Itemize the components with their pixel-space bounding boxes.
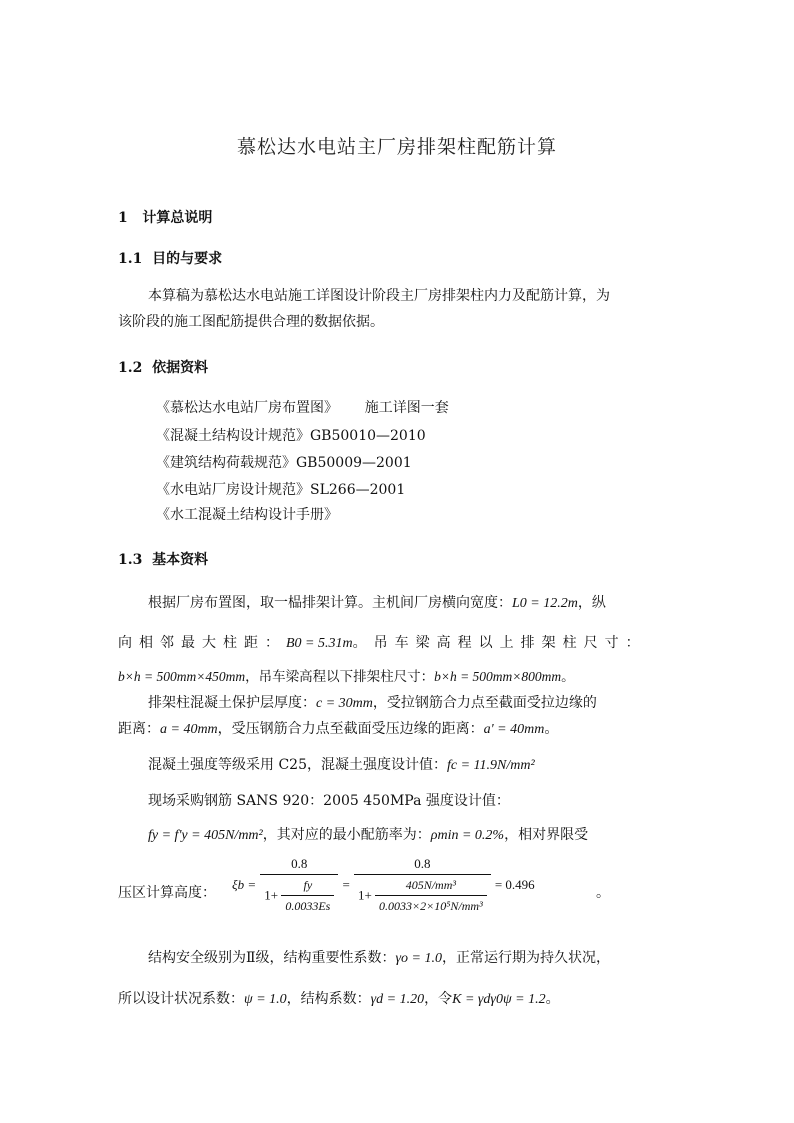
section-title: 目的与要求 (152, 251, 223, 267)
reference-item: 《混凝土结构设计规范》GB50010—2010 (156, 428, 426, 444)
section-number: 1.2 (118, 360, 143, 376)
formula-gamma-d: γd = 1.20 (370, 992, 425, 1007)
formula-rho-min: ρmin = 0.2% (430, 828, 505, 843)
formula-cover: c = 30mm (316, 696, 373, 711)
basic-data-line-9-label: 压区计算高度： (118, 885, 216, 901)
section-1-2-heading (118, 357, 208, 377)
purpose-line-1: 本算稿为慕松达水电站施工详图设计阶段主厂房排架柱内力及配筋计算，为 (148, 288, 610, 304)
section-number: 1.3 (118, 552, 143, 568)
basic-data-line-4: 排架柱混凝土保护层厚度：c = 30mm，受拉钢筋合力点至截面受拉边缘的 (148, 695, 597, 711)
basic-data-line-9-end: 。 (596, 885, 610, 901)
basic-data-line-1: 根据厂房布置图，取一榀排架计算。主机间厂房横向宽度：L0 = 12.2m，纵 (148, 595, 606, 611)
section-title: 计算总说明 (142, 210, 213, 226)
purpose-line-2: 该阶段的施工图配筋提供合理的数据依据。 (118, 314, 384, 330)
basic-data-line-7: 现场采购钢筋 SANS 920：2005 450MPa 强度设计值： (148, 793, 510, 809)
formula-psi: ψ = 1.0 (244, 992, 287, 1007)
formula-l0: L0 = 12.2m (512, 596, 578, 611)
formula-fc: fc = 11.9N/mm² (446, 758, 535, 773)
formula-xi-b: ξb = 0.8 1+ $\frac{fy}{0.0033Es}$ = 0.8 1+ $\frac{\text{405N/mm³}}{\text{0.0033×2×10⁵N/mm³}}$ = 0.496 (232, 856, 535, 913)
reference-item: 《水电站厂房设计规范》SL266—2001 (156, 482, 406, 498)
section-1-1-heading (118, 248, 222, 268)
section-number: 1 (118, 210, 128, 226)
basic-data-line-10: 结构安全级别为Ⅱ级，结构重要性系数：γo = 1.0，正常运行期为持久状况， (148, 950, 610, 966)
formula-lower-column-size: b×h = 500mm×800mm (434, 669, 562, 684)
formula-gamma-o: γo = 1.0 (395, 951, 442, 966)
basic-data-line-6: 混凝土强度等级采用 C25，混凝土强度设计值：fc = 11.9N/mm² (148, 757, 535, 773)
formula-b0: B0 = 5.31m (286, 636, 353, 651)
formula-fy: fy = f'y = 405N/mm² (148, 828, 263, 843)
basic-data-line-5: 距离：a = 40mm，受压钢筋合力点至截面受压边缘的距离：a' = 40mm。 (118, 721, 559, 737)
basic-data-line-11: 所以设计状况系数：ψ = 1.0，结构系数：γd = 1.20，令K = γdγ0ψ = 1.2。 (118, 991, 560, 1007)
formula-a-prime: a' = 40mm (483, 722, 545, 737)
formula-a: a = 40mm (160, 722, 218, 737)
formula-upper-column-size: b×h = 500mm×450mm (118, 669, 246, 684)
page-title: 慕松达水电站主厂房排架柱配筋计算 (236, 136, 557, 158)
fraction-2: 0.8 1+ $\frac{\text{405N/mm³}}{\text{0.0033×2×10⁵N/mm³}}$ (354, 856, 491, 914)
basic-data-line-3: b×h = 500mm×450mm，吊车梁高程以下排架柱尺寸：b×h = 500mm×800mm。 (118, 669, 575, 685)
formula-k: K = γdγ0ψ = 1.2 (452, 992, 546, 1007)
basic-data-line-8: fy = f'y = 405N/mm²，其对应的最小配筋率为：ρmin = 0.2%，相对界限受 (148, 827, 589, 843)
reference-item: 《慕松达水电站厂房布置图》 施工详图一套 (156, 400, 449, 416)
section-title: 基本资料 (152, 552, 209, 568)
fraction-1: 0.8 1+ $\frac{fy}{0.0033Es}$ (260, 856, 338, 914)
reference-item: 《水工混凝土结构设计手册》 (156, 507, 338, 523)
section-number: 1.1 (118, 251, 143, 267)
section-1-3-heading (118, 549, 208, 569)
section-1-heading (118, 207, 212, 227)
basic-data-line-2: 向相邻最大柱距：B0 = 5.31m。吊车梁高程以上排架柱尺寸： (118, 635, 647, 651)
reference-item: 《建筑结构荷载规范》GB50009—2001 (156, 455, 412, 471)
section-title: 依据资料 (152, 360, 209, 376)
